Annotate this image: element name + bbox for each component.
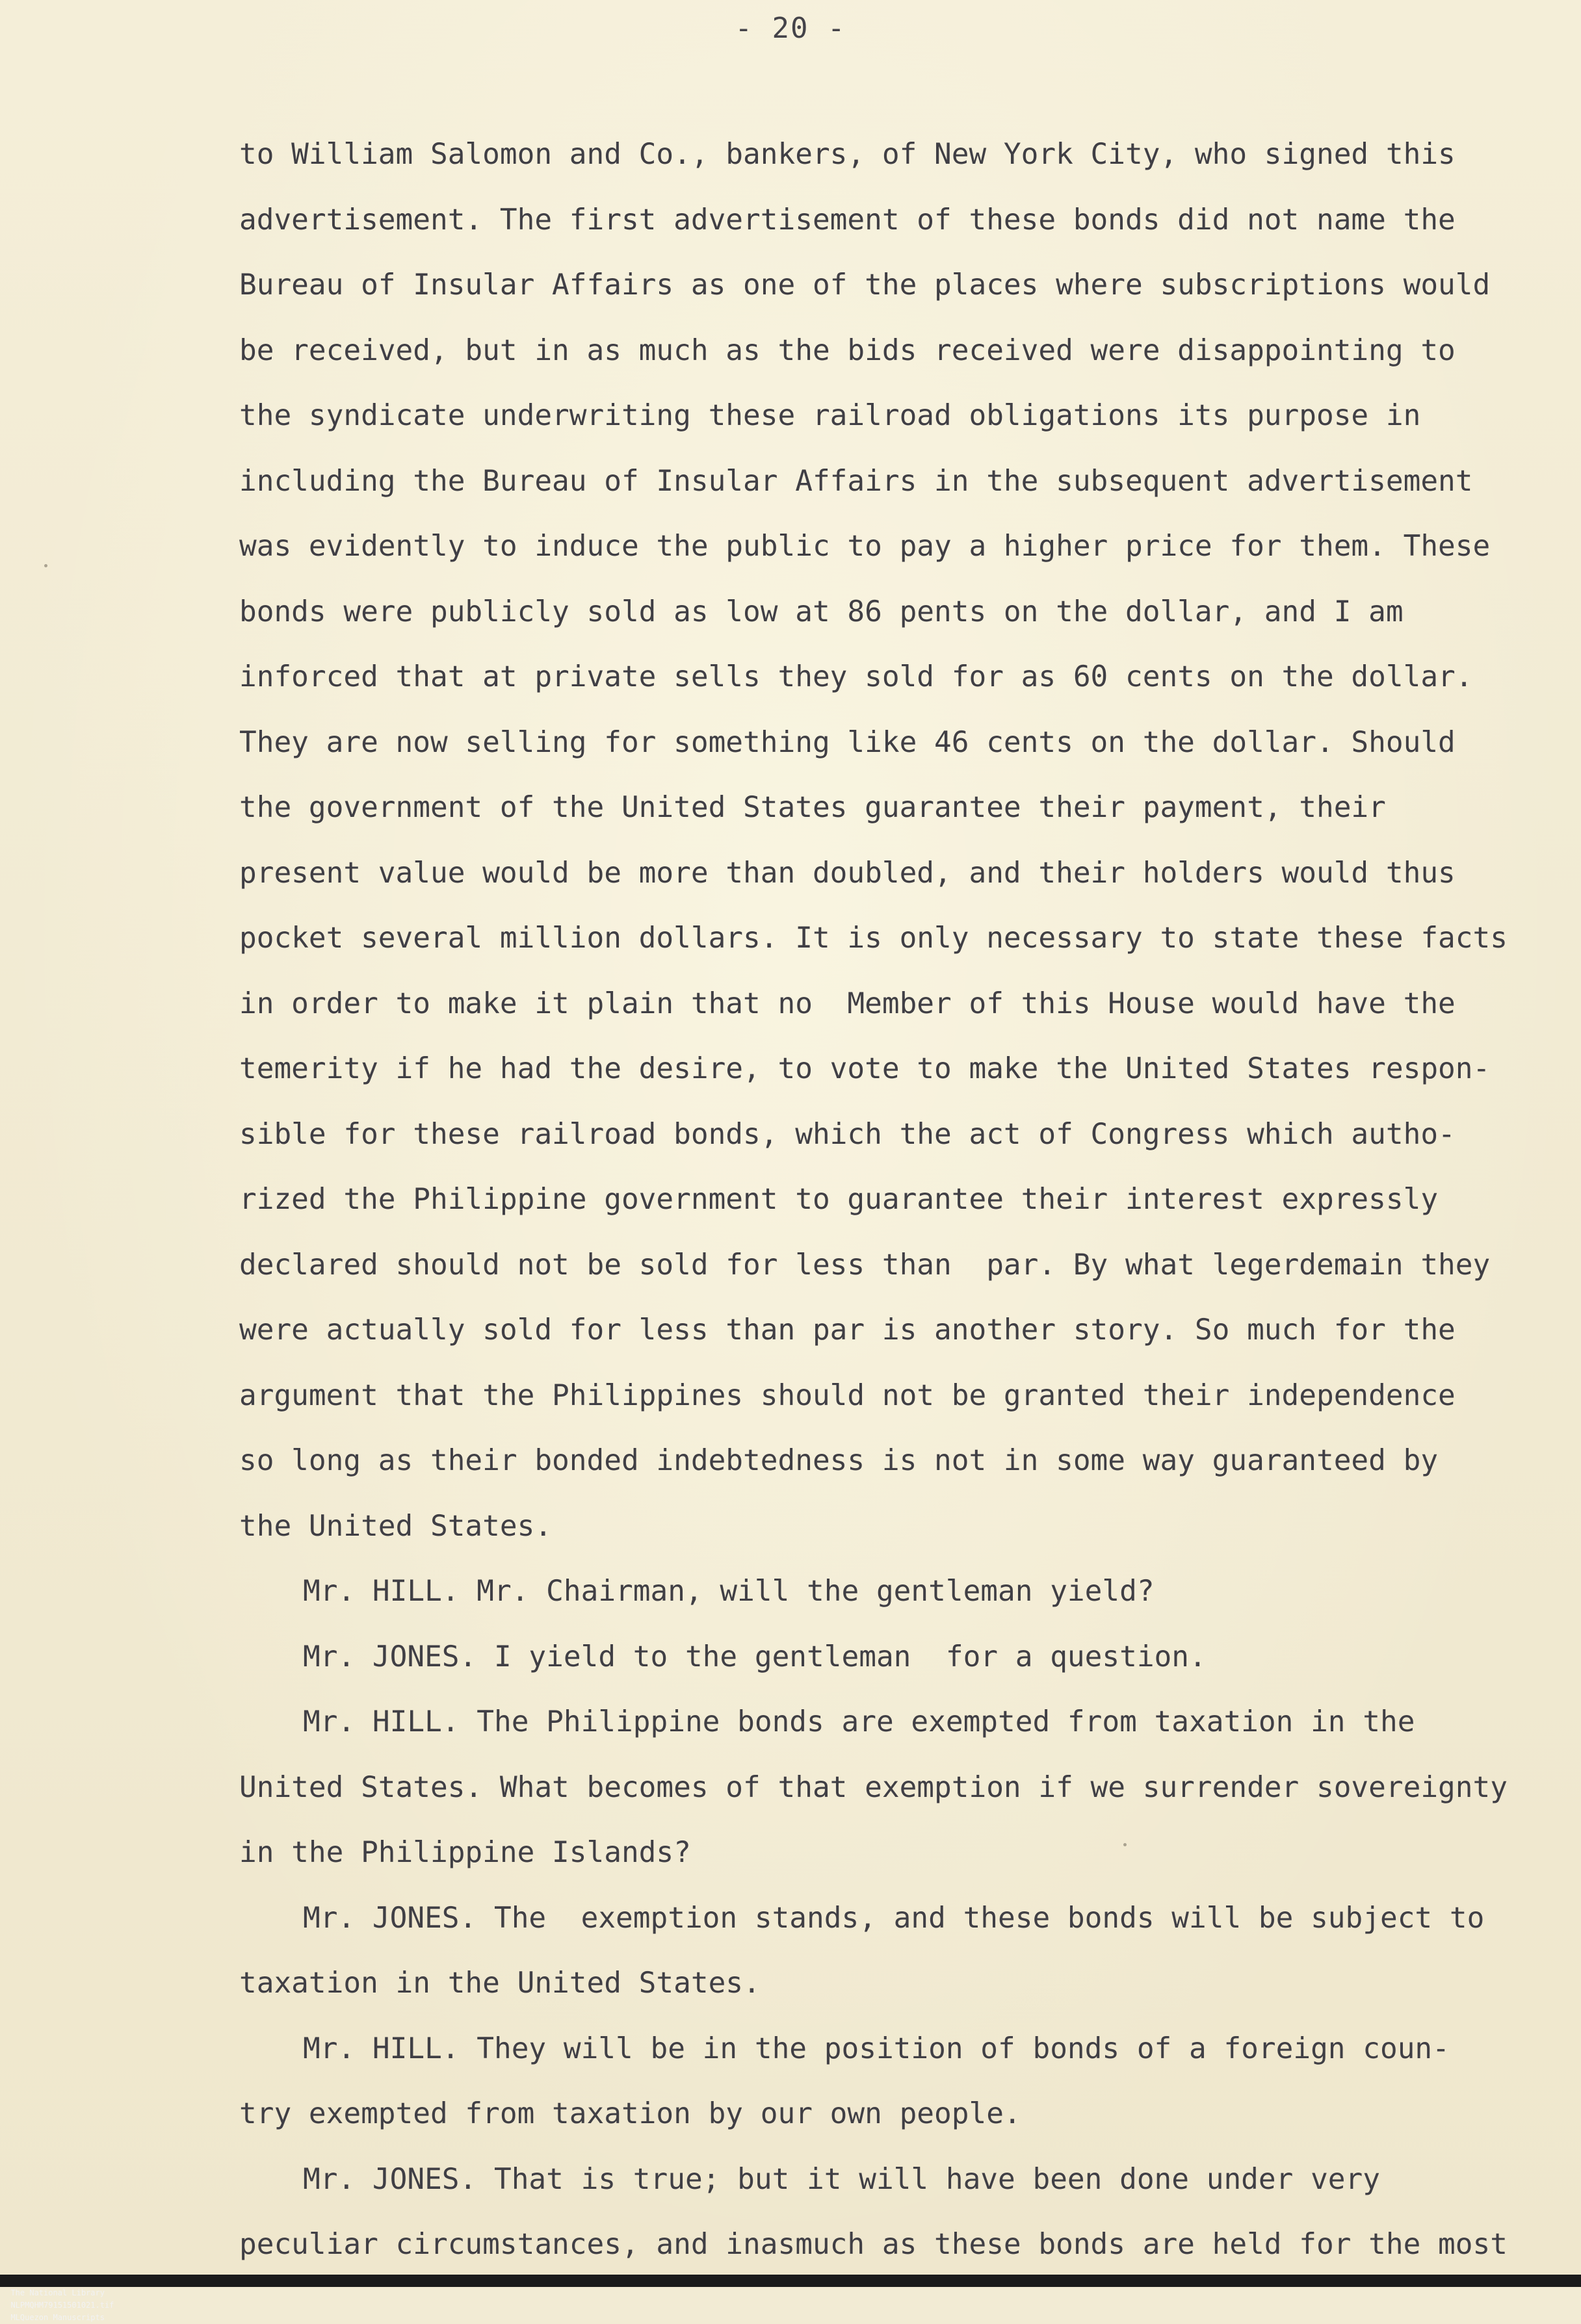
text-line: the government of the United States guarantee their payment, their bbox=[239, 791, 1386, 824]
text-line: advertisement. The first advertisement of these bonds did not name the bbox=[239, 203, 1456, 237]
text-line: present value would be more than doubled, and their holders would thus bbox=[239, 856, 1456, 890]
text-line: Mr. HILL. They will be in the position of bonds of a foreign coun- bbox=[303, 2032, 1450, 2065]
page-number: - 20 - bbox=[735, 12, 846, 45]
typed-body bbox=[239, 133, 1508, 2289]
text-line: inforced that at private sells they sold for as 60 cents on the dollar. bbox=[239, 660, 1473, 693]
text-line: was evidently to induce the public to pay a higher price for them. These bbox=[239, 530, 1491, 563]
footer-library: The National Library bbox=[10, 2288, 105, 2297]
text-line: try exempted from taxation by our own people. bbox=[239, 2097, 1021, 2130]
text-line: in order to make it plain that no Member of this House would have the bbox=[239, 987, 1456, 1020]
text-line: so long as their bonded indebtedness is not in some way guaranteed by bbox=[239, 1444, 1439, 1477]
text-line: pocket several million dollars. It is only necessary to state these facts bbox=[239, 922, 1508, 955]
text-line: Mr. HILL. Mr. Chairman, will the gentleman yield? bbox=[303, 1575, 1155, 1608]
text-line: taxation in the United States. bbox=[239, 1967, 761, 2000]
text-line: Mr. JONES. I yield to the gentleman for a question. bbox=[303, 1640, 1207, 1673]
text-line: the United States. bbox=[239, 1509, 553, 1543]
text-line: declared should not be sold for less than par. By what legerdemain they bbox=[239, 1248, 1491, 1282]
text-line: temerity if he had the desire, to vote to make the United States respon- bbox=[239, 1052, 1491, 1085]
text-line: Mr. HILL. The Philippine bonds are exempted from taxation in the bbox=[303, 1705, 1415, 1738]
text-line: be received, but in as much as the bids received were disappointing to bbox=[239, 333, 1456, 367]
text-line: peculiar circumstances, and inasmuch as these bonds are held for the most bbox=[239, 2228, 1508, 2261]
paper-speck bbox=[1123, 1843, 1127, 1846]
footer-file: NLPMQHM79151501021.tif bbox=[10, 2301, 114, 2310]
text-line: were actually sold for less than par is another story. So much for the bbox=[239, 1313, 1456, 1347]
text-line: sible for these railroad bonds, which the act of Congress which autho- bbox=[239, 1117, 1456, 1151]
text-line: Bureau of Insular Affairs as one of the places where subscriptions would bbox=[239, 268, 1491, 302]
footer-collection: MLQuezon Manuscripts bbox=[10, 2313, 105, 2322]
text-line: bonds were publicly sold as low at 86 pents on the dollar, and I am bbox=[239, 595, 1404, 628]
text-line: including the Bureau of Insular Affairs in the subsequent advertisement bbox=[239, 464, 1473, 498]
text-line: They are now selling for something like 46 cents on the dollar. Should bbox=[239, 725, 1456, 759]
text-line: argument that the Philippines should not be granted their independence bbox=[239, 1378, 1456, 1412]
paper-speck bbox=[44, 564, 47, 567]
text-line: Mr. JONES. That is true; but it will have been done under very bbox=[303, 2162, 1380, 2196]
text-line: Mr. JONES. The exemption stands, and these bonds will be subject to bbox=[303, 1901, 1485, 1935]
scan-footer bbox=[0, 2275, 1581, 2322]
text-line: United States. What becomes of that exemption if we surrender sovereignty bbox=[239, 1770, 1508, 1804]
text-line: rized the Philippine government to guarantee their interest expressly bbox=[239, 1183, 1439, 1216]
text-line: the syndicate underwriting these railroad obligations its purpose in bbox=[239, 399, 1421, 432]
text-line: to William Salomon and Co., bankers, of New York City, who signed this bbox=[239, 138, 1456, 171]
text-line: in the Philippine Islands? bbox=[239, 1836, 691, 1869]
